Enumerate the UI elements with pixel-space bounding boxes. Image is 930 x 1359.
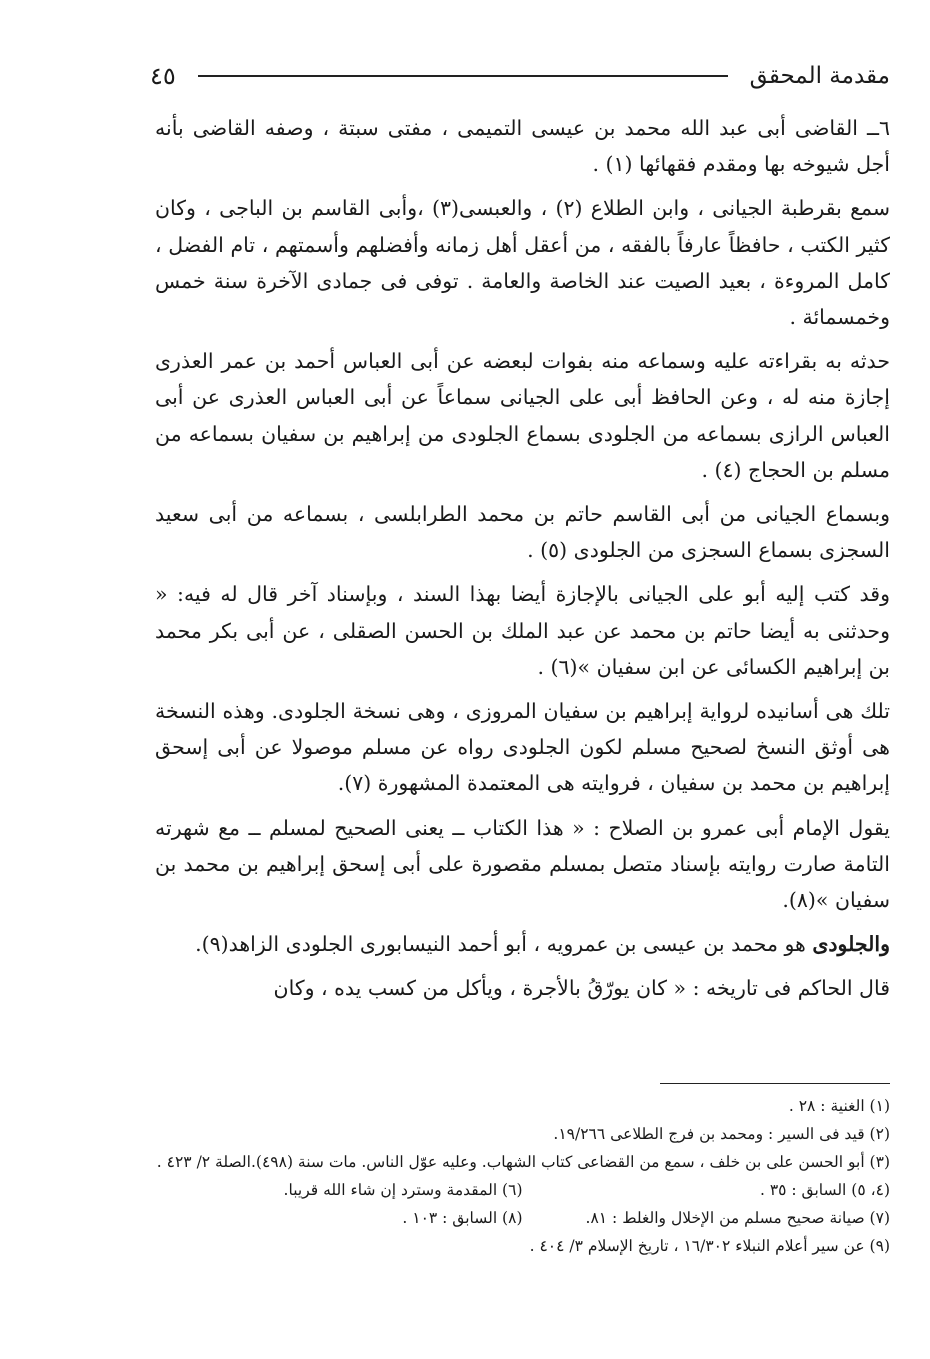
footnote-9: (٩) عن سير أعلام النبلاء ١٦/٣٠٢ ، تاريخ الإسلام ٣/ ٤٠٤ . bbox=[529, 1237, 890, 1255]
paragraph-2: سمع بقرطبة الجيانى ، وابن الطلاع (٢) ، والعبسى(٣) ،وأبى القاسم بن الباجى ، وكان كثير الكتب ، حافظاً عارفاً بالفقه ، من أعقل أهل زمانه وأفضلهم وأسمتهم ، تام الفضل ، كامل المروءة ، بعيد الصيت عند الخاصة والعامة . توفى فى جمادى الآخرة سنة خمس وخمسمائة . bbox=[155, 196, 890, 330]
paragraph-5: وقد كتب إليه أبو على الجيانى بالإجازة أيضا بهذا السند ، وبإسناد آخر قال له فيه: « وحدثنى به أيضا حاتم بن محمد عن عبد الملك بن الحسن الصقلى ، عن أبى بكر محمد بن إبراهيم الكسائى عن ابن سفيان »(٦) . bbox=[155, 582, 890, 679]
page-header bbox=[150, 56, 890, 96]
footnote-4-5: (٤، ٥) السابق : ٣٥ . bbox=[759, 1181, 890, 1199]
paragraph-7: يقول الإمام أبى عمرو بن الصلاح : « هذا الكتاب ــ يعنى الصحيح لمسلم ــ مع شهرته التامة صارت روايته بإسناد متصل بمسلم مقصورة على أبى إسحق إبراهيم بن محمد بن سفيان »(٨). bbox=[155, 815, 890, 913]
footnote-row bbox=[155, 1204, 890, 1232]
footnotes bbox=[155, 1092, 890, 1342]
paragraph-8-text: هو محمد بن عيسى بن عمرويه ، أبو أحمد النيسابورى الجلودى الزاهد(٩). bbox=[195, 932, 813, 957]
page-number: ٤٥ bbox=[150, 62, 176, 90]
footnote-rule bbox=[660, 1083, 890, 1084]
paragraph-9: قال الحاكم فى تاريخه : « كان يورّقُ بالأجرة ، ويأكل من كسب يده ، وكان bbox=[273, 976, 890, 1001]
running-title: مقدمة المحقق bbox=[749, 63, 890, 89]
footnote-2: (٢) قيد فى السير : ومحمد بن فرج الطلاعى ١٩/٢٦٦. bbox=[553, 1125, 890, 1143]
paragraph-8 bbox=[155, 926, 890, 962]
footnote-1: (١) الغنية : ٢٨ . bbox=[788, 1097, 890, 1115]
paragraph-4: وبسماع الجيانى من أبى القاسم حاتم بن محمد الطرابلسى ، بسماعه من أبى سعيد السجزى بسماع السجزى من الجلودى (٥) . bbox=[155, 502, 890, 563]
footnote-7: (٧) صيانة صحيح مسلم من الإخلال والغلط : ٨١. bbox=[585, 1209, 890, 1227]
bold-term: والجلودى bbox=[812, 932, 890, 957]
footnote-row bbox=[155, 1176, 890, 1204]
footnote-3: (٣) أبو الحسن على بن خلف ، سمع من القضاعى كتاب الشهاب. وعليه عوّل الناس. مات سنة (٤٩٨).الصلة ٢/ ٤٢٣ . bbox=[156, 1153, 890, 1171]
paragraph-3: حدثه به بقراءته عليه وسماعه منه بفوات لبعضه عن أبى العباس أحمد بن عمر العذرى إجازة منه له ، وعن الحافظ أبى على الجيانى سماعاً عن أبى العباس العذرى عن أبى العباس الرازى بسماعه من الجلودى بسماع الجلودى من إبراهيم بن سفيان بسماعه من مسلم بن الحجاج (٤) . bbox=[155, 349, 890, 482]
header-rule bbox=[198, 75, 728, 77]
footnote-8: (٨) السابق : ١٠٣ . bbox=[402, 1209, 523, 1227]
body-text bbox=[155, 110, 890, 1080]
footnote-6: (٦) المقدمة وسترد إن شاء الله قريبا. bbox=[283, 1181, 523, 1199]
paragraph-1: ٦ــ القاضى أبى عبد الله محمد بن عيسى التميمى ، مفتى سبتة ، وصفه القاضى بأنه أجل شيوخه بها ومقدم فقهائها (١) . bbox=[155, 116, 890, 177]
paragraph-6: تلك هى أسانيده لرواية إبراهيم بن سفيان المروزى ، وهى نسخة الجلودى. وهذه النسخة هى أوثق النسخ لصحيح مسلم لكون الجلودى رواه عن مسلم موصولا عن أبى إسحق إبراهيم بن محمد بن سفيان ، فروايته هى المعتمدة المشهورة (٧). bbox=[155, 699, 890, 796]
